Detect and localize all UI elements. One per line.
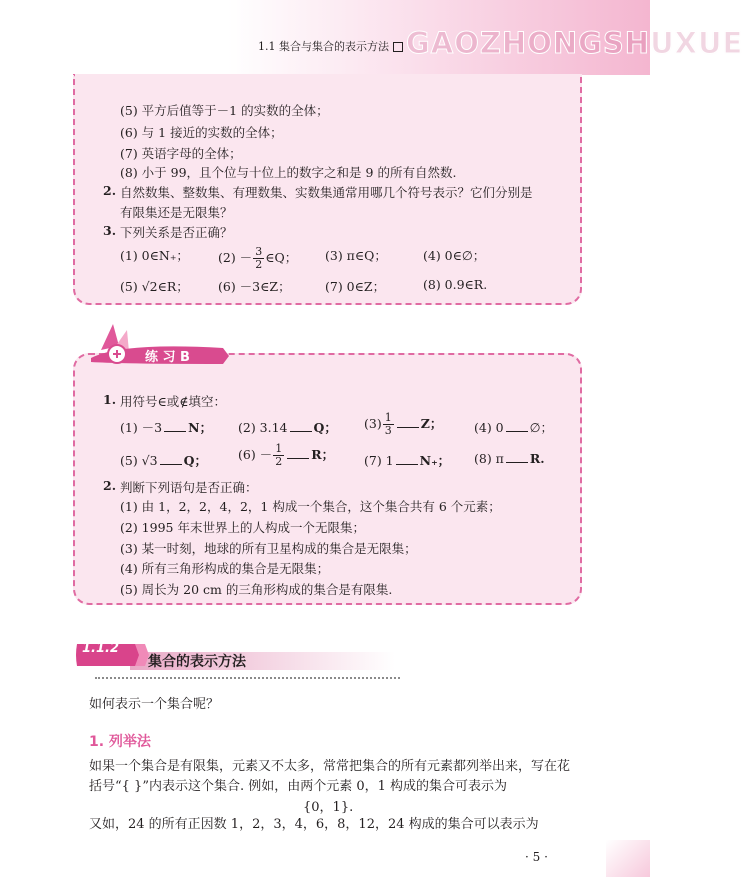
q3-item-5: (5) √2∈R； [120,279,189,294]
paragraph-line-2: 括号“{ }”内表示这个集合. 例如，由两个元素 0，1 构成的集合可表示为 [89,779,508,794]
ex-q2-item-4: (4) 所有三角形构成的集合是无限集； [120,561,330,576]
item-5: (5) 平方后值等于－1 的实数的全体； [120,103,329,118]
header-brand: GAOZHONGSHUXUE [406,26,743,60]
ex-q2-item-3: (3) 某一时刻，地球的所有卫星构成的集合是无限集； [120,541,417,556]
ex-q2-item-2: (2) 1995 年末世界上的人构成一个无限集； [120,520,365,535]
question-2-number: 2. [103,183,117,198]
item-7: (7) 英语字母的全体； [120,146,242,161]
section-title: 集合的表示方法 [148,654,246,670]
section-number: 1.1.2 [82,641,120,656]
q3-item-7: (7) 0∈Z； [325,279,386,294]
ex-q2-item-1: (1) 由 1，2，2，4，2，1 构成一个集合，这个集合共有 6 个元素； [120,499,501,514]
exercise-badge-label: 练 习 B [145,350,190,365]
exercise-q1-number: 1. [103,392,117,407]
exercise-badge [83,320,233,366]
ex-q1-item-6: (6) － $\frac{1}{2}$ R； [238,442,335,468]
question-3-number: 3. [103,223,117,238]
paragraph-line-3: 又如，24 的所有正因数 1，2，3，4，6，8，12，24 构成的集合可以表示为 [89,817,539,832]
section-intro: 如何表示一个集合呢？ [89,697,220,712]
q3-item-3: (3) π∈Q； [325,248,387,263]
page-number: · 5 · [525,850,548,864]
ex-q1-item-1: (1) －3 N； [120,420,213,435]
ex-q1-item-4: (4) 0 ∅； [474,420,554,435]
ex-q1-item-3: (3) $\frac{1}{3}$ Z； [364,411,443,437]
ex-q1-item-5: (5) √3 Q； [120,453,207,468]
question-2-text: 自然数集、整数集、有理数集、实数集通常用哪几个符号表示？它们分别是 [120,185,533,200]
q3-item-2: (2) － $\frac{3}{2}$ ∈Q； [218,245,298,271]
exercise-q1-text: 用符号∈或∉填空： [120,394,227,409]
q3-item-8: (8) 0.9∈R. [423,277,488,292]
subsection-heading: 1. 列举法 [89,734,151,750]
set-example: {0，1}. [303,800,354,815]
item-8: (8) 小于 99，且个位与十位上的数字之和是 9 的所有自然数. [120,165,457,180]
q3-item-1: (1) 0∈N₊； [120,248,189,263]
question-2-text-cont: 有限集还是无限集？ [120,205,233,220]
header-title: 1.1 集合与集合的表示方法 [258,38,403,54]
paragraph-line-1: 如果一个集合是有限集，元素又不太多，常常把集合的所有元素都列举出来，写在花 [89,759,571,774]
page-corner-decoration [606,840,650,877]
item-6: (6) 与 1 接近的实数的全体； [120,125,283,140]
exercise-q2-number: 2. [103,478,117,493]
exercise-q2-text: 判断下列语句是否正确： [120,480,258,495]
question-3-text: 下列关系是否正确？ [120,225,233,240]
ex-q1-item-7: (7) 1 N₊； [364,453,451,468]
q3-item-4: (4) 0∈∅； [423,248,486,263]
dotted-divider [95,677,400,679]
ex-q1-item-8: (8) π R. [474,451,545,466]
ex-q2-item-5: (5) 周长为 20 cm 的三角形构成的集合是有限集. [120,582,393,597]
ex-q1-item-2: (2) 3.14 Q； [238,420,337,435]
q3-item-6: (6) －3∈Z； [218,279,291,294]
square-icon [393,42,403,52]
